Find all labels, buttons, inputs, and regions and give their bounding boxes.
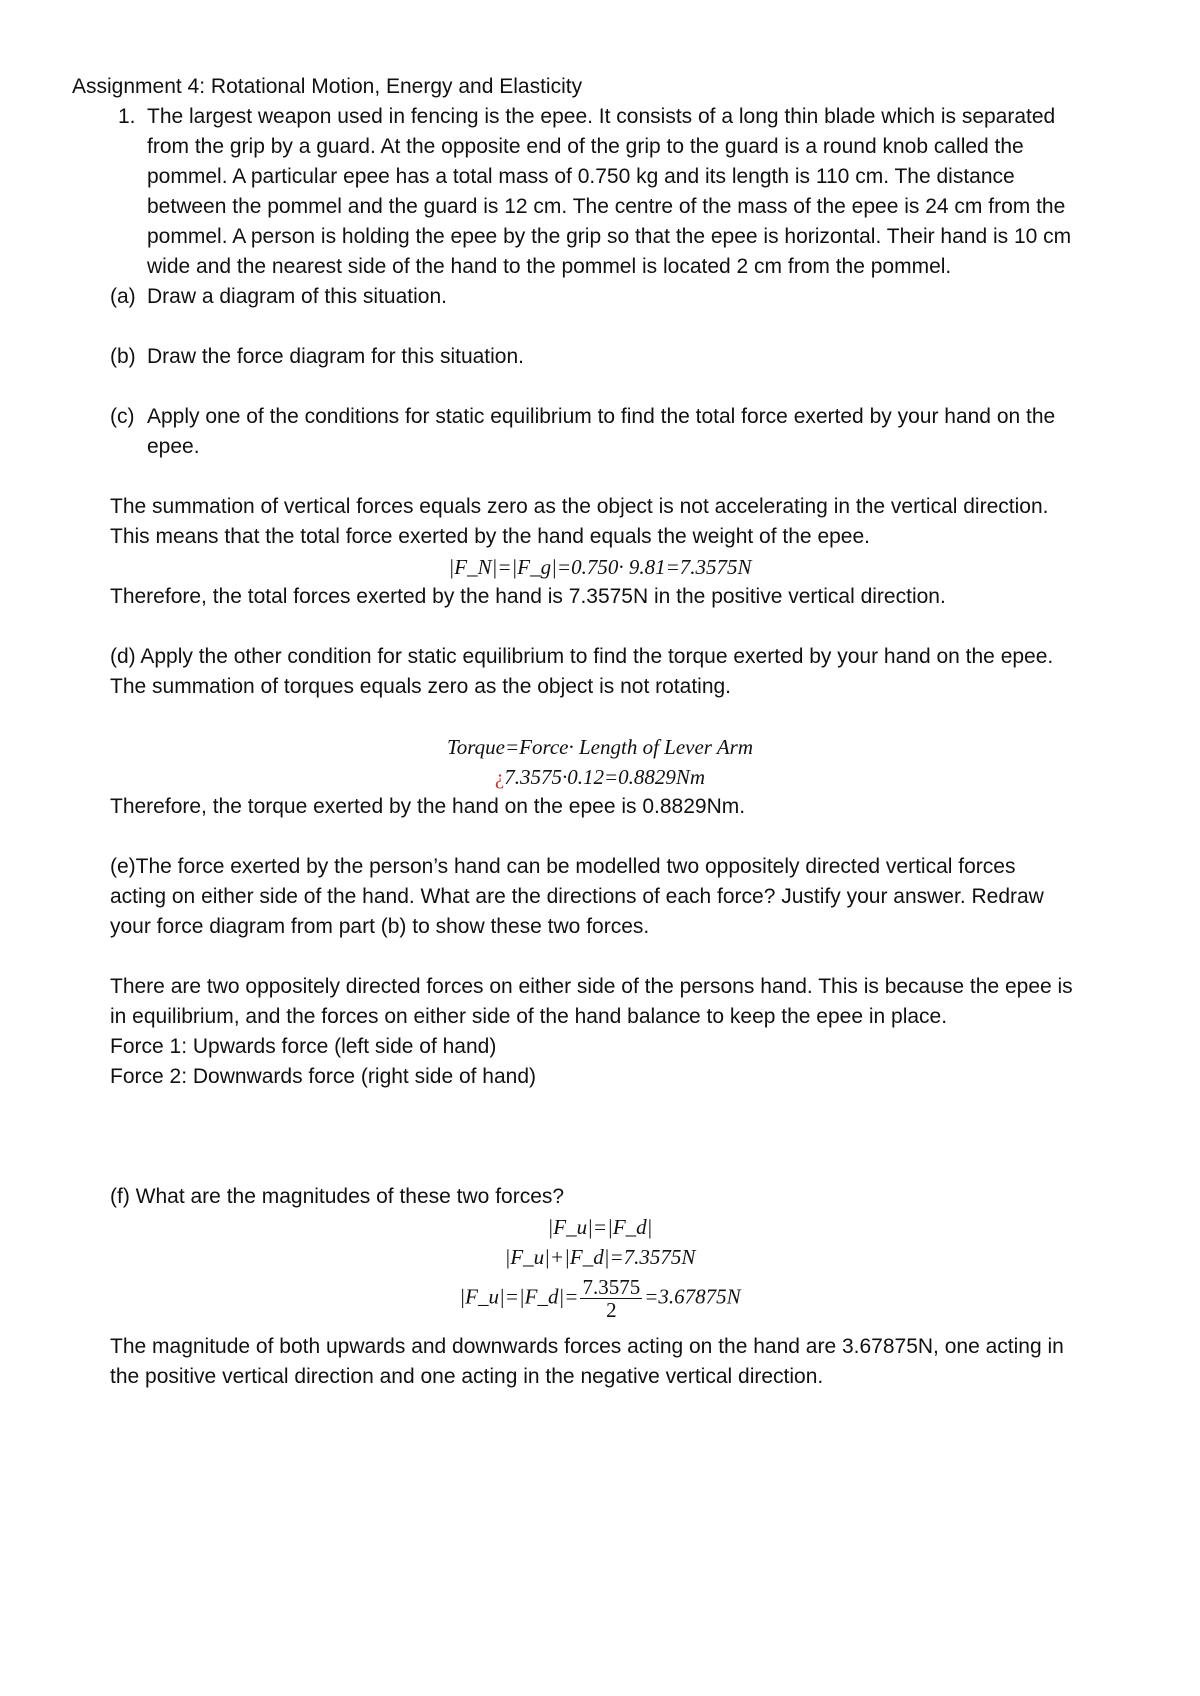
part-c-answer: The summation of vertical forces equals zero as the object is not accelerating in the vertical direction.	[110, 495, 1049, 518]
question-number: 1.	[118, 105, 136, 128]
part-c-line: epee.	[147, 435, 200, 458]
part-f-equation-2: |F_u|+|F_d|=7.3575N	[504, 1245, 696, 1269]
part-c-conclusion: Therefore, the total forces exerted by the hand is 7.3575N in the positive vertical direction.	[110, 585, 946, 608]
part-f-equation-1: |F_u|=|F_d|	[547, 1215, 653, 1239]
part-f-answer: The magnitude of both upwards and downwards forces acting on the hand are 3.67875N, one acting in	[110, 1335, 1064, 1358]
part-b-label: (b)	[110, 345, 136, 368]
part-d-conclusion: Therefore, the torque exerted by the hand on the epee is 0.8829Nm.	[110, 795, 746, 818]
question-line: pommel. A person is holding the epee by the grip so that the epee is horizontal. Their hand is 10 cm	[147, 225, 1072, 248]
part-c-line: Apply one of the conditions for static equilibrium to find the total force exerted by your hand on the	[147, 405, 1056, 428]
assignment-title: Assignment 4: Rotational Motion, Energy and Elasticity	[72, 75, 583, 98]
part-e-line: your force diagram from part (b) to show these two forces.	[110, 915, 650, 938]
part-a-label: (a)	[110, 285, 136, 308]
unknown-character-marker: ¿	[494, 765, 505, 789]
part-f-equation-3-result: =3.67875N	[644, 1284, 741, 1309]
fraction	[580, 1276, 642, 1321]
part-e-answer: in equilibrium, and the forces on either side of the hand balance to keep the epee in place.	[110, 1005, 948, 1028]
part-c-answer: This means that the total force exerted by the hand equals the weight of the epee.	[110, 525, 870, 548]
part-e-answer: Force 1: Upwards force (left side of hand)	[110, 1035, 497, 1058]
question-line: pommel. A particular epee has a total mass of 0.750 kg and its length is 110 cm. The distance	[147, 165, 1015, 188]
part-a-text: Draw a diagram of this situation.	[147, 285, 447, 308]
part-e-answer: Force 2: Downwards force (right side of hand)	[110, 1065, 537, 1088]
part-d-equation-2-text: 7.3575·0.12=0.8829Nm	[504, 765, 706, 789]
part-e-answer: There are two oppositely directed forces on either side of the persons hand. This is because the epee is	[110, 975, 1073, 998]
fraction-denominator: 2	[606, 1298, 617, 1322]
fraction-numerator: 7.3575	[582, 1275, 641, 1299]
part-d-equation-1: Torque=Force· Length of Lever Arm	[446, 735, 754, 759]
part-f-question: (f) What are the magnitudes of these two forces?	[110, 1185, 565, 1208]
part-c-equation: |F_N|=|F_g|=0.750· 9.81=7.3575N	[448, 555, 752, 579]
part-f-answer: the positive vertical direction and one acting in the negative vertical direction.	[110, 1365, 824, 1388]
part-d-question: (d) Apply the other condition for static equilibrium to find the torque exerted by your hand on the epee.	[110, 645, 1054, 668]
part-d-equation-2	[0, 762, 1200, 792]
question-line: between the pommel and the guard is 12 cm. The centre of the mass of the epee is 24 cm from the	[147, 195, 1066, 218]
question-line: wide and the nearest side of the hand to the pommel is located 2 cm from the pommel.	[147, 255, 952, 278]
part-e-line: acting on either side of the hand. What are the directions of each force? Justify your answer. Redraw	[110, 885, 1044, 908]
part-f-equation-3-lhs: |F_u|=|F_d|=	[459, 1284, 579, 1309]
question-line: from the grip by a guard. At the opposite end of the grip to the guard is a round knob called the	[147, 135, 1024, 158]
question-line: The largest weapon used in fencing is the epee. It consists of a long thin blade which is separated	[147, 105, 1056, 128]
part-f-equation-3	[0, 1276, 1200, 1321]
part-c-label: (c)	[110, 405, 135, 428]
part-e-line: (e)The force exerted by the person’s hand can be modelled two oppositely directed vertical forces	[110, 855, 1016, 878]
part-d-statement: The summation of torques equals zero as the object is not rotating.	[110, 675, 732, 698]
part-b-text: Draw the force diagram for this situation.	[147, 345, 524, 368]
